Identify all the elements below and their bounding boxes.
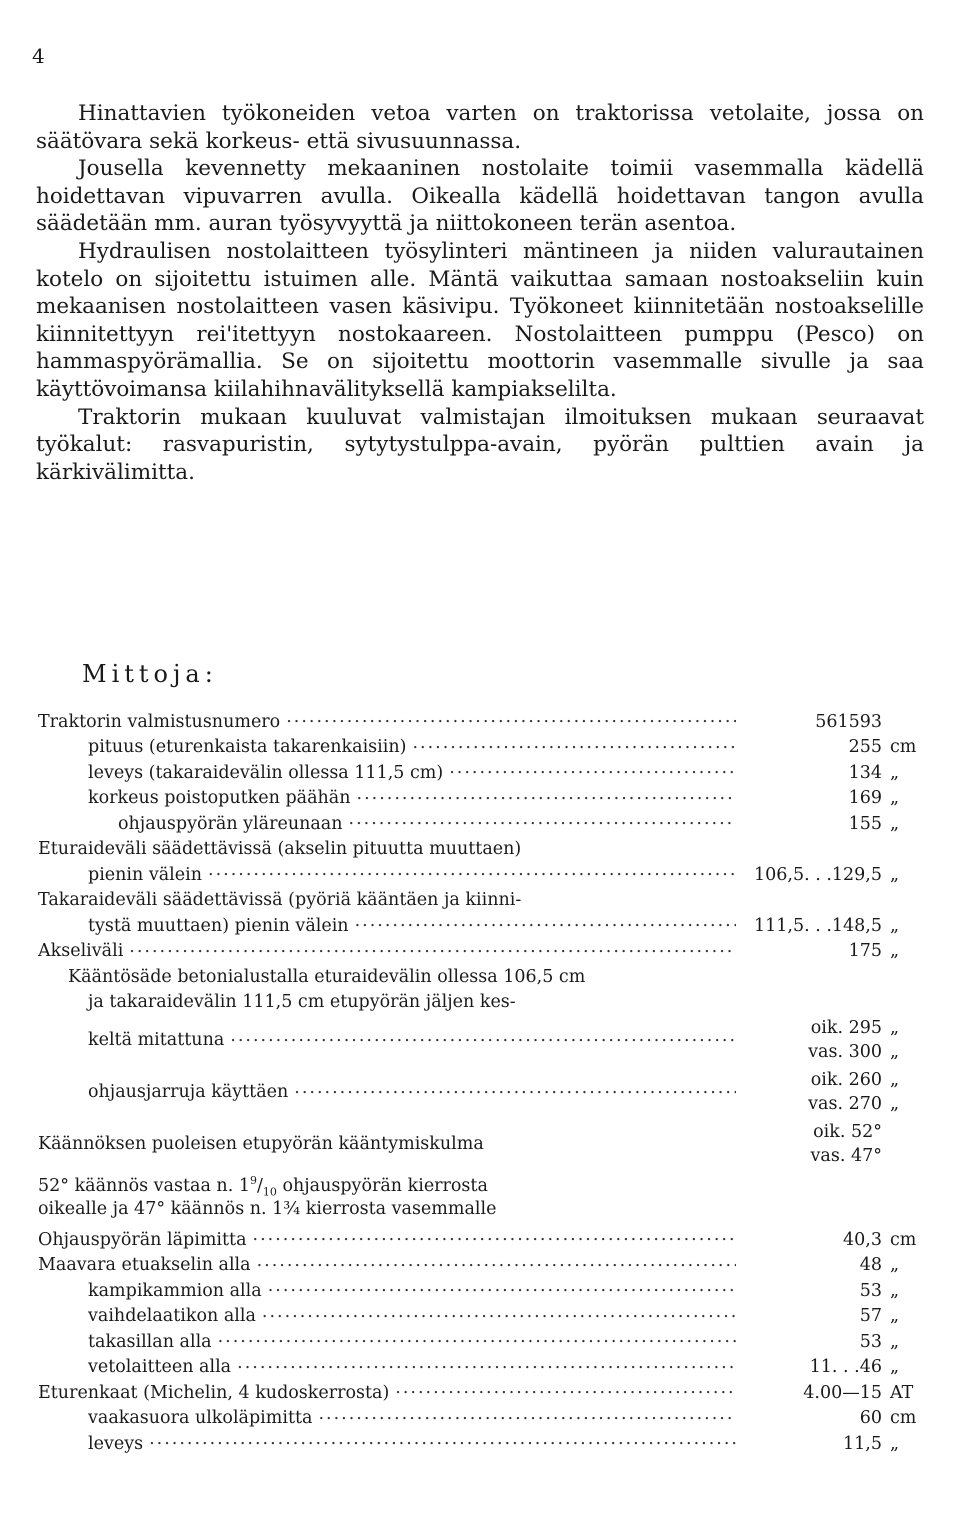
spec-row-front-track [38, 859, 930, 885]
spec-label: pituus (eturenkaista takarenkaisiin) [88, 737, 407, 757]
spec-value-right: oik. 260 [810, 1070, 882, 1090]
spec-unit-stack [882, 1068, 930, 1116]
leader-dots [286, 708, 736, 727]
spec-label: Eturenkaat (Michelin, 4 kudoskerrosta) [38, 1382, 390, 1403]
spec-value: 4.00—15 [803, 1382, 882, 1403]
spec-unit: „ [890, 864, 900, 885]
note-text: 52° käännös vastaa n. 1 [38, 1175, 250, 1196]
spec-unit: AT [890, 1382, 914, 1403]
leader-dots [318, 1405, 736, 1424]
spec-unit: „ [890, 788, 900, 808]
spec-row-rear-axle [38, 1326, 930, 1352]
spec-unit: „ [890, 1018, 900, 1038]
spec-value-left: vas. 270 [808, 1094, 882, 1114]
spec-label: Traktorin valmistusnumero [38, 711, 281, 732]
spec-row-width [38, 757, 930, 783]
spec-row-drawbar [38, 1352, 930, 1378]
spec-value: 255 [848, 737, 882, 757]
spec-label: vaakasuora ulkoläpimitta [88, 1408, 313, 1428]
leader-dots [208, 861, 736, 880]
spec-value-stack [742, 1120, 882, 1168]
spec-value: 11. . .46 [809, 1357, 882, 1377]
spec-value-left: vas. 47° [810, 1146, 882, 1166]
spec-value: 155 [848, 813, 882, 834]
spec-label: Kääntösäde betonialustalla eturaidevälin ollessa 106,5 cm [68, 966, 586, 987]
spec-value-stack [742, 1068, 882, 1116]
paragraph-towing: Hinattavien työkoneiden vetoa varten on traktorissa vetolaite, jossa on säätövara sekä korkeus- että sivusuunnassa. [36, 101, 924, 154]
note-text: oikealle ja 47° käännös n. 1 [38, 1199, 284, 1219]
spec-row-steer-angle [38, 1116, 930, 1168]
note-fraction: $^9/_{10}$ [249, 1174, 277, 1199]
spec-value: 11,5 [843, 1433, 882, 1454]
spec-label: Maavara etuakselin alla [38, 1255, 251, 1275]
spec-label: ohjauspyörän yläreunaan [118, 813, 343, 834]
paragraph-hydraulic-lift: Hydraulisen nostolaitteen työsylinteri mäntineen ja niiden valurautainen kotelo on sijoitettu istuimen alle. Mäntä vaikuttaa samaan nostoakseliin kuin mekaanisen nostolaitteen vasen käsivipu. Työkoneet kiinnitetään nostoakselille kiinnitettyyn rei'itettyyn nostokaareen. Nostolaitteen pumppu (Pesco) on hammaspyörämallia. Se on sijoitettu moottorin vasemmalle sivulle ja saa käyttövoimansa kiilahihnavälityksellä kampiakselilta. [36, 238, 924, 402]
note-text: kierrosta vasemmalle [300, 1199, 497, 1219]
spec-row-rear-track [38, 910, 930, 936]
spec-unit: „ [890, 1070, 900, 1090]
spec-row-turn-radius-sub [38, 987, 930, 1013]
spec-label: Ohjauspyörän läpimitta [38, 1229, 247, 1250]
spec-row-rear-track-title [38, 885, 930, 911]
spec-value: 169 [848, 788, 882, 808]
spec-label: leveys (takaraidevälin ollessa 111,5 cm) [88, 762, 444, 783]
spec-row-tyre-diameter [38, 1403, 930, 1429]
spec-unit: cm [890, 1229, 917, 1250]
spec-unit: „ [890, 813, 900, 834]
spec-value: 106,5. . .129,5 [753, 864, 882, 885]
spec-unit: „ [890, 1255, 900, 1275]
spec-value: 111,5. . .148,5 [753, 915, 882, 936]
leader-dots [294, 1079, 736, 1098]
leader-dots [412, 734, 736, 753]
spec-list [38, 706, 930, 1454]
spec-row-front-track-title [38, 834, 930, 860]
spec-unit: cm [890, 1408, 917, 1428]
spec-label: takasillan alla [88, 1331, 212, 1352]
spec-label: Takaraideväli säädettävissä (pyöriä kääntäen ja kiinni- [38, 890, 522, 910]
spec-row-length [38, 732, 930, 758]
spec-row-serial [38, 706, 930, 732]
note-text: ohjauspyörän kierrosta [276, 1175, 488, 1196]
spec-row-gearbox [38, 1301, 930, 1327]
spec-unit: cm [890, 737, 917, 757]
leader-dots [268, 1277, 736, 1296]
fraction-numerator: 9 [249, 1174, 257, 1187]
spec-label: kampikammion alla [88, 1280, 262, 1301]
section-heading: Mittoja: [82, 660, 218, 688]
spec-label: vetolaitteen alla [88, 1357, 232, 1377]
spec-label: ohjausjarruja käyttäen [88, 1082, 289, 1102]
spec-value: 561593 [815, 711, 882, 732]
leader-dots [395, 1379, 736, 1398]
spec-label: Käännöksen puoleisen etupyörän kääntymiskulma [38, 1134, 484, 1154]
spec-value-right: oik. 295 [810, 1018, 882, 1038]
spec-label: leveys [88, 1433, 144, 1454]
body-text [36, 100, 924, 486]
spec-unit-stack [882, 1016, 930, 1064]
leader-dots [355, 912, 736, 931]
spec-label: Akseliväli [38, 941, 124, 961]
spec-label: keltä mitattuna [88, 1030, 225, 1050]
page-number: 4 [32, 44, 45, 68]
spec-value: 60 [859, 1408, 882, 1428]
leader-dots [129, 938, 736, 957]
leader-dots [149, 1430, 736, 1449]
spec-row-tyre-width [38, 1428, 930, 1454]
spec-row-clearance [38, 1250, 930, 1276]
spec-label: korkeus poistoputken päähän [88, 788, 351, 808]
spec-row-front-tyres [38, 1377, 930, 1403]
leader-dots [218, 1328, 736, 1347]
spec-row-height-wheel [38, 808, 930, 834]
spec-value: 175 [848, 941, 882, 961]
spec-note-steer-right [38, 1174, 930, 1199]
spec-label: Eturaideväli säädettävissä (akselin pituutta muuttaen) [38, 839, 522, 859]
spec-value-left: vas. 300 [808, 1042, 882, 1062]
spec-label: ja takaraidevälin 111,5 cm etupyörän jäljen kes- [88, 992, 516, 1012]
leader-dots [357, 785, 736, 804]
fraction-denominator: 10 [262, 1185, 277, 1199]
spec-value-stack [742, 1016, 882, 1064]
leader-dots [237, 1354, 736, 1373]
spec-unit: „ [890, 1331, 900, 1352]
spec-row-wheel-diameter [38, 1224, 930, 1250]
leader-dots [349, 810, 737, 829]
spec-unit: „ [890, 1433, 900, 1454]
spec-value: 40,3 [843, 1229, 882, 1250]
spec-label: pienin välein [88, 864, 202, 885]
spec-row-wheelbase [38, 936, 930, 962]
leader-dots [230, 1027, 736, 1046]
paragraph-tools: Traktorin mukaan kuuluvat valmistajan ilmoituksen mukaan seuraavat työkalut: rasvapuristin, sytytystulppa-avain, pyörän pulttien avain ja kärkivälimitta. [36, 404, 924, 485]
leader-dots [262, 1303, 736, 1322]
paragraph-mechanical-lift: Jousella kevennetty mekaaninen nostolaite toimii vasemmalla kädellä hoidettavan vipuvarren avulla. Oikealla kädellä hoidettavan tangon avulla säädetään mm. auran työsyvyyttä ja niittokoneen terän asentoa. [36, 156, 924, 237]
spec-unit: „ [890, 762, 900, 783]
spec-row-height-exhaust [38, 783, 930, 809]
spec-value: 53 [859, 1331, 882, 1352]
leader-dots [253, 1226, 736, 1245]
spec-value: 57 [859, 1306, 882, 1326]
spec-row-turn-brake [38, 1064, 930, 1116]
leader-dots [449, 759, 736, 778]
spec-value: 53 [859, 1280, 882, 1301]
spec-row-turn-radius-title [38, 961, 930, 987]
spec-note-steer-left [38, 1199, 930, 1224]
leader-dots [257, 1252, 736, 1271]
spec-value: 134 [848, 762, 882, 783]
spec-unit: „ [890, 1042, 900, 1062]
spec-unit: „ [890, 1094, 900, 1114]
spec-row-crankcase [38, 1275, 930, 1301]
spec-unit: „ [890, 1306, 900, 1326]
spec-unit: „ [890, 1357, 900, 1377]
spec-unit: „ [890, 1280, 900, 1301]
spec-label: tystä muuttaen) pienin välein [88, 915, 349, 936]
spec-value: 48 [859, 1255, 882, 1275]
note-fraction: ¾ [283, 1199, 301, 1219]
spec-label: vaihdelaatikon alla [88, 1306, 256, 1326]
spec-unit: „ [890, 915, 900, 936]
spec-value-right: oik. 52° [813, 1122, 882, 1142]
spec-row-turn-radius [38, 1012, 930, 1064]
spec-unit: „ [890, 941, 900, 961]
